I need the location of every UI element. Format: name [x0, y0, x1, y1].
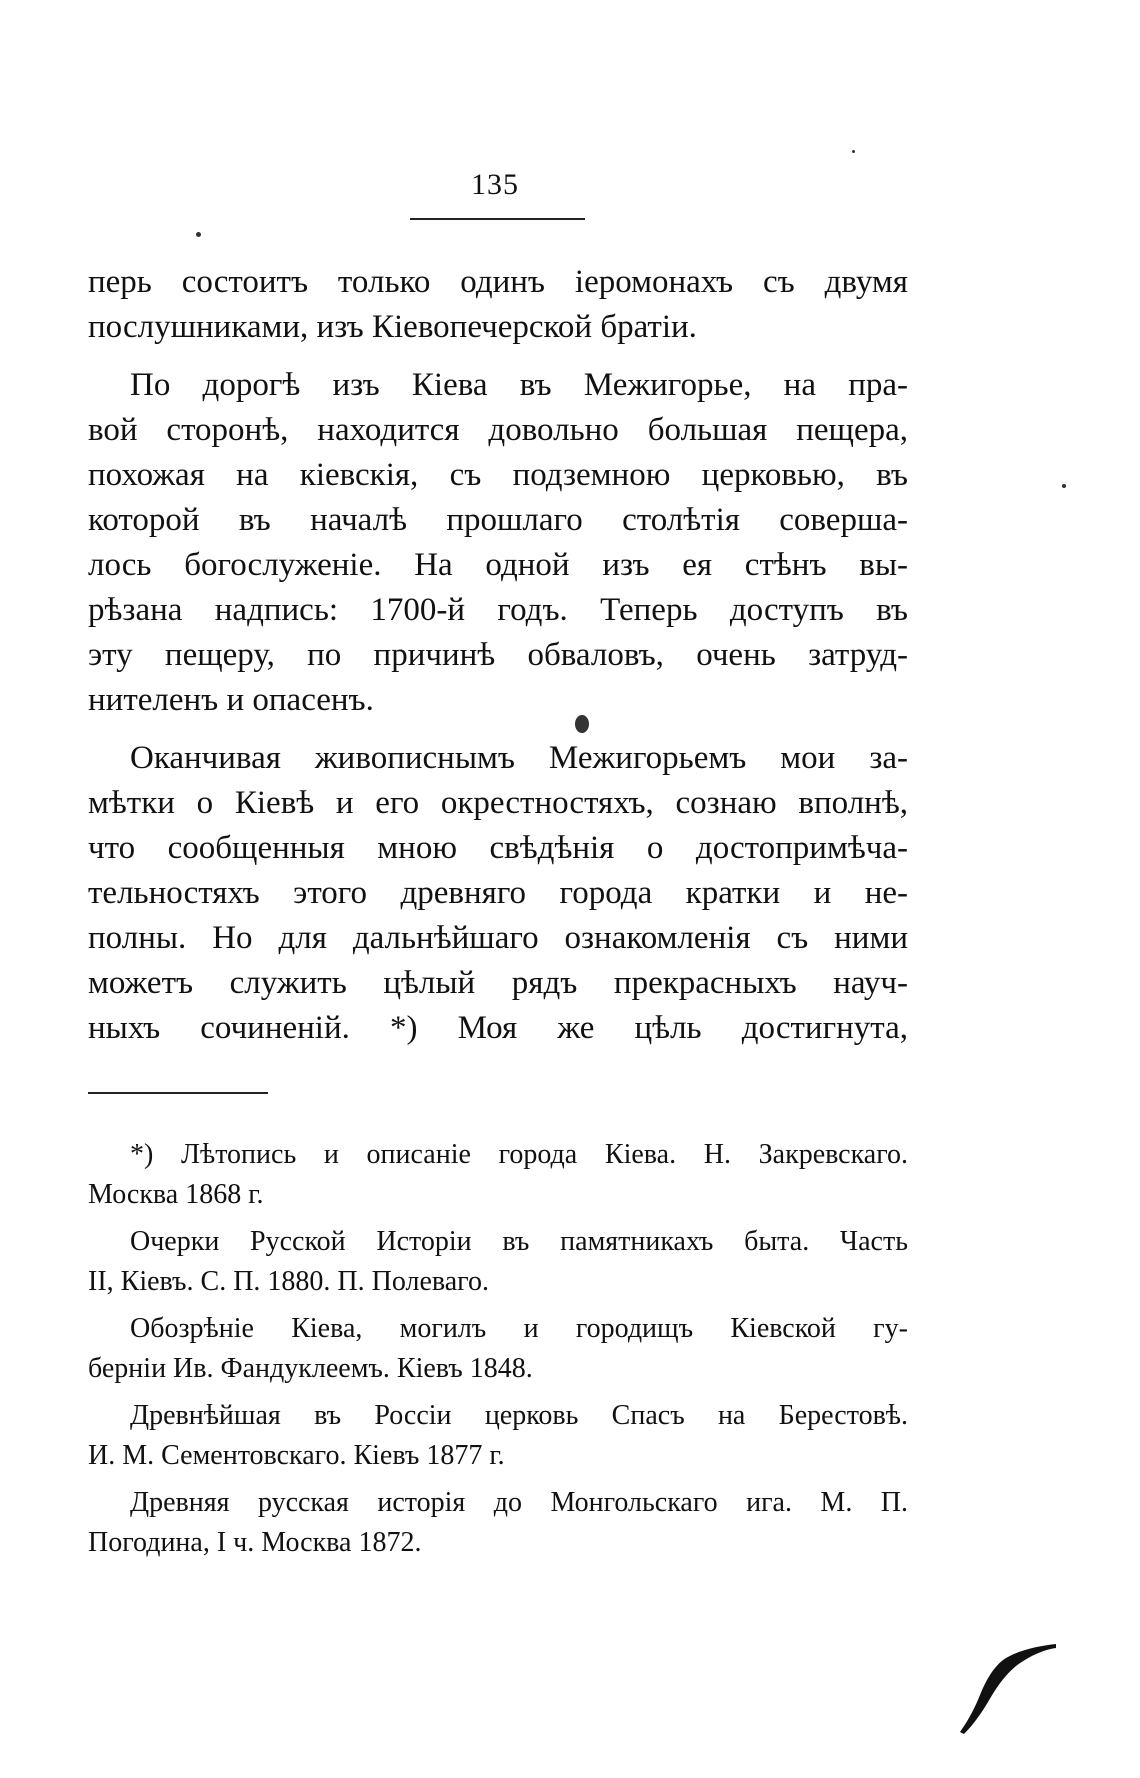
header-rule: [410, 218, 585, 220]
text-line: лось богослуженіе. На одной изъ ея стѣнъ вы-: [88, 547, 908, 583]
text-line: можетъ служить цѣлый рядъ прекрасныхъ науч-: [88, 965, 908, 1001]
text-line: нителенъ и опасенъ.: [88, 682, 374, 718]
ink-speck: [852, 150, 855, 153]
ink-speck: [1062, 484, 1066, 488]
footnote-line: Погодина, I ч. Москва 1872.: [88, 1527, 422, 1558]
text-line: которой въ началѣ прошлаго столѣтія соверша-: [88, 502, 908, 538]
text-line: что сообщенныя мною свѣдѣнія о достопримѣча-: [88, 830, 908, 866]
text-line: вой сторонѣ, находится довольно большая пещера,: [88, 412, 908, 448]
ink-speck: [575, 715, 589, 733]
footnote-line: Древняя русская исторія до Монгольскаго ига. М. П.: [130, 1487, 908, 1518]
ink-speck: [196, 232, 201, 237]
text-line: По дорогѣ изъ Кіева въ Межигорье, на пра-: [130, 367, 908, 403]
footnote-line: II, Кіевъ. С. П. 1880. П. Полеваго.: [88, 1266, 489, 1297]
footnotes: [88, 1135, 908, 1563]
text-line: эту пещеру, по причинѣ обваловъ, очень затруд-: [88, 637, 908, 673]
text-line: похожая на кіевскія, съ подземною церковью, въ: [88, 457, 908, 493]
text-line: ныхъ сочиненій. *) Моя же цѣль достигнута,: [88, 1010, 908, 1046]
text-line: полны. Но для дальнѣйшаго ознакомленія съ ними: [88, 920, 908, 956]
text-line: послушниками, изъ Кіевопечерской братіи.: [88, 309, 697, 345]
footnote-line: берніи Ив. Фандуклеемъ. Кіевъ 1848.: [88, 1353, 533, 1384]
footnote-line: Москва 1868 г.: [88, 1179, 264, 1210]
footnote-line: Древнѣйшая въ Россіи церковь Спасъ на Берестовѣ.: [130, 1400, 908, 1431]
footnote-line: *) Лѣтопись и описаніе города Кіева. Н. Закревскаго.: [130, 1139, 908, 1170]
footnote-line: И. М. Сементовскаго. Кіевъ 1877 г.: [88, 1440, 505, 1471]
text-line: Оканчивая живописнымъ Межигорьемъ мои за-: [130, 740, 908, 776]
page-number: 135: [471, 168, 519, 201]
footnote-rule: [88, 1092, 268, 1094]
text-line: мѣтки о Кіевѣ и его окрестностяхъ, сознаю вполнѣ,: [88, 785, 908, 821]
footnote-line: Обозрѣніе Кіева, могилъ и городищъ Кіевской гу-: [130, 1313, 908, 1344]
text-line: рѣзана надпись: 1700-й годъ. Теперь доступъ въ: [88, 592, 908, 628]
ink-smudge-icon: [948, 1640, 1058, 1740]
text-line: тельностяхъ этого древняго города кратки и не-: [88, 875, 908, 911]
footnote-line: Очерки Русской Исторіи въ памятникахъ быта. Часть: [130, 1226, 908, 1257]
text-line: перь состоитъ только одинъ іеромонахъ съ двумя: [88, 264, 908, 300]
body-text: [88, 260, 908, 1051]
